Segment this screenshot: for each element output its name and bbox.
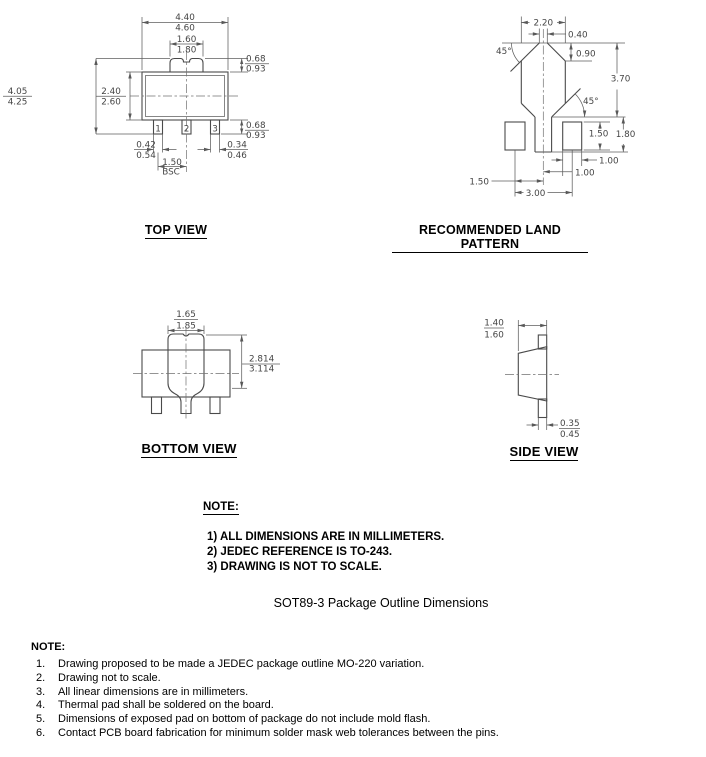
dim-overall-height-min: 4.05 bbox=[7, 87, 28, 97]
drawing-note-item: 2) JEDEC REFERENCE IS TO-243. bbox=[207, 546, 393, 559]
footer-note-text: Drawing not to scale. bbox=[58, 671, 161, 684]
top-view-drawing bbox=[3, 13, 269, 178]
bottom-view-drawing bbox=[133, 310, 280, 420]
side-view-label: SIDE VIEW bbox=[509, 444, 579, 459]
footer-note-item bbox=[36, 672, 676, 686]
angle-left-label: 45° bbox=[496, 47, 512, 57]
dim-tab-length-min: 0.68 bbox=[246, 54, 266, 65]
footer-note-number: 6. bbox=[36, 726, 46, 739]
pin-number-2: 2 bbox=[183, 124, 190, 135]
side-view-drawing bbox=[484, 319, 580, 441]
bottom-view-label: BOTTOM VIEW bbox=[141, 441, 237, 456]
dim-pitch-bsc: BSC bbox=[162, 167, 180, 178]
dim-lead-thickness-min: 0.35 bbox=[560, 419, 580, 429]
dim-lead3-width-max: 0.46 bbox=[227, 151, 247, 161]
dim-chamfer-depth: 0.90 bbox=[576, 49, 596, 60]
dim-overall-height-max: 4.25 bbox=[7, 97, 28, 108]
dim-neck-width: 0.40 bbox=[568, 30, 588, 41]
dim-outer-pitch: 3.00 bbox=[525, 189, 546, 199]
drawing-note-item: 3) DRAWING IS NOT TO SCALE. bbox=[207, 561, 382, 574]
footer-note-number: 1. bbox=[36, 658, 46, 670]
footer-note-item bbox=[36, 699, 676, 713]
dim-lead-thickness-max: 0.45 bbox=[560, 430, 580, 440]
dim-pad-length: 3.70 bbox=[610, 74, 631, 85]
pin-number-1: 1 bbox=[155, 124, 161, 135]
dim-stem-length: 1.80 bbox=[615, 130, 636, 140]
drawing-note-title: NOTE: bbox=[203, 501, 239, 513]
dim-body-height-min: 2.40 bbox=[101, 87, 121, 97]
dim-side-pitch: 1.50 bbox=[469, 177, 489, 188]
dim-body-height-max: 2.60 bbox=[101, 97, 121, 108]
drawing-note-item: 1) ALL DIMENSIONS ARE IN MILLIMETERS. bbox=[207, 531, 445, 543]
dim-body-width-min: 4.40 bbox=[175, 13, 195, 23]
footer-note-text: Dimensions of exposed pad on bottom of package do not include mold flash. bbox=[58, 713, 431, 726]
footer-note-text: Drawing proposed to be made a JEDEC package outline MO-220 variation. bbox=[58, 658, 425, 670]
dim-lead-length-min: 0.68 bbox=[246, 121, 266, 131]
dim-thickness-min: 1.40 bbox=[484, 318, 504, 329]
dim-bottom-pad-width-min: 1.65 bbox=[176, 310, 196, 320]
dim-bottom-pad-length-max: 3.114 bbox=[249, 364, 275, 375]
dim-side-pad-width: 1.00 bbox=[599, 156, 619, 167]
footer-note-number: 4. bbox=[36, 699, 46, 712]
footer-note-item bbox=[36, 658, 676, 672]
top-view-label: TOP VIEW bbox=[144, 223, 208, 237]
footer-note-text: All linear dimensions are in millimeters. bbox=[58, 685, 249, 698]
footer-note-item bbox=[36, 713, 676, 727]
dim-lead3-width-min: 0.34 bbox=[227, 140, 247, 151]
footer-note-item bbox=[36, 727, 676, 741]
dim-tab-width-min: 1.60 bbox=[176, 35, 197, 45]
dim-bottom-pad-length-min: 2.814 bbox=[249, 354, 275, 365]
drawing-note-items bbox=[207, 530, 444, 576]
dim-body-width-max: 4.60 bbox=[175, 23, 195, 34]
dim-pitch: 1.50 bbox=[162, 158, 182, 168]
angle-right-label: 45° bbox=[583, 97, 599, 107]
footer-note-text: Contact PCB board fabrication for minimum solder mask web tolerances between the pins. bbox=[58, 726, 499, 739]
land-pattern-drawing bbox=[469, 17, 635, 200]
dim-tab-width-max: 1.80 bbox=[176, 45, 197, 56]
dim-thickness-max: 1.60 bbox=[484, 330, 504, 341]
pin-number-3: 3 bbox=[212, 124, 218, 135]
footer-note-list bbox=[36, 658, 676, 741]
dim-side-pad-length: 1.50 bbox=[588, 129, 609, 140]
footer-note-title: NOTE: bbox=[31, 641, 66, 653]
land-pattern-label: RECOMMENDED LAND PATTERN bbox=[392, 223, 588, 253]
footer-note-text: Thermal pad shall be soldered on the board. bbox=[58, 699, 274, 712]
dim-pad-width: 2.20 bbox=[533, 18, 554, 29]
dim-tab-length-max: 0.93 bbox=[246, 64, 266, 75]
footer-note-number: 5. bbox=[36, 713, 46, 726]
footer-note-number: 3. bbox=[36, 685, 46, 698]
footer-note-number: 2. bbox=[36, 671, 46, 684]
dim-lead-length-max: 0.93 bbox=[246, 131, 266, 141]
dim-lead1-width-max: 0.54 bbox=[136, 151, 156, 161]
dim-bottom-pad-width-max: 1.85 bbox=[176, 321, 196, 332]
dim-center-to-pad: 1.00 bbox=[575, 168, 595, 179]
dim-lead1-width-min: 0.42 bbox=[136, 140, 156, 151]
footer-note-item bbox=[36, 686, 676, 700]
figure-caption: SOT89-3 Package Outline Dimensions bbox=[273, 596, 489, 610]
